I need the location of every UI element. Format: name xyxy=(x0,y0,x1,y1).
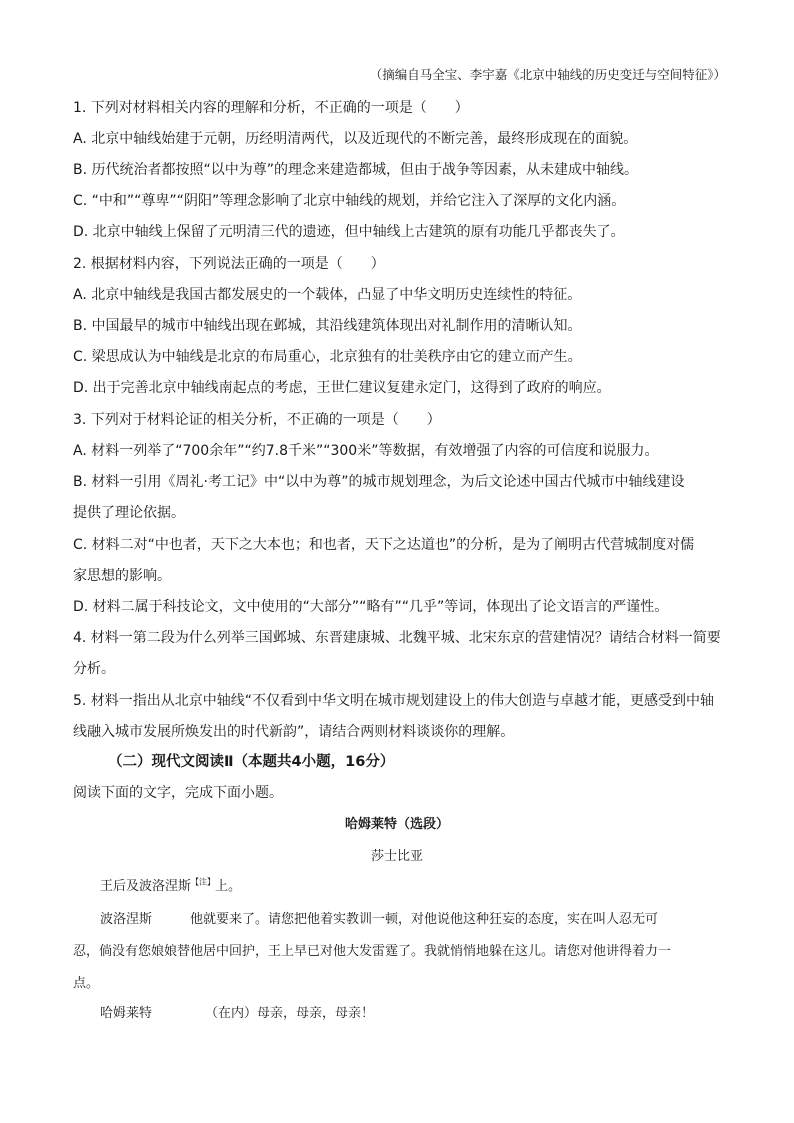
footnote-marker: 【注】 xyxy=(191,877,216,887)
question-3-option-d: D. 材料二属于科技论文，文中使用的“大部分”“略有”“几乎”等词，体现出了论文语言的严谨性。 xyxy=(73,599,669,615)
speaker-hamlet: 哈姆莱特 xyxy=(100,1006,153,1021)
speech-hamlet-line-1: （在内）母亲，母亲，母亲！ xyxy=(205,1006,375,1021)
speech-polonius-line-3: 点。 xyxy=(73,976,100,991)
speaker-polonius: 波洛涅斯 xyxy=(100,912,153,927)
section-heading: （二）现代文阅读Ⅱ（本题共4小题，16分） xyxy=(108,754,395,770)
question-1-stem: 1. 下列对材料相关内容的理解和分析，不正确的一项是（ ） xyxy=(73,100,469,116)
reading-instruction: 阅读下面的文字，完成下面小题。 xyxy=(73,785,283,801)
question-5-line-2: 线融入城市发展所焕发出的时代新韵”，请结合两则材料谈谈你的理解。 xyxy=(73,724,515,740)
question-3-option-a: A. 材料一列举了“700余年”“约7.8千米”“300米”等数据，有效增强了内容的可信度和说服力。 xyxy=(73,443,659,459)
question-1-option-c: C. “中和”“尊卑”“阴阳”等理念影响了北京中轴线的规划，并给它注入了深厚的文化内涵。 xyxy=(73,193,626,209)
speech-polonius-line-2: 忍，倘没有您娘娘替他居中回护，王上早已对他大发雷霆了。我就悄悄地躲在这儿。请您对他讲得着力一 xyxy=(73,944,672,959)
stage-direction-end: 上。 xyxy=(215,879,242,894)
question-2-option-b: B. 中国最早的城市中轴线出现在邺城，其沿线建筑体现出对礼制作用的清晰认知。 xyxy=(73,318,582,334)
question-3-option-c-cont: 家思想的影响。 xyxy=(73,568,171,584)
stage-direction-text: 王后及波洛涅斯 xyxy=(100,879,192,894)
question-2-stem: 2. 根据材料内容，下列说法正确的一项是（ ） xyxy=(73,256,385,272)
question-4-line-2: 分析。 xyxy=(73,661,115,677)
question-3-stem: 3. 下列对于材料论证的相关分析，不正确的一项是（ ） xyxy=(73,412,441,428)
question-3-option-c: C. 材料二对“中也者，天下之大本也；和也者，天下之达道也”的分析，是为了阐明古代营城制度对儒 xyxy=(73,537,695,553)
question-3-option-b: B. 材料一引用《周礼·考工记》中“以中为尊”的城市规划理念，为后文论述中国古代城市中轴线建设 xyxy=(73,474,685,490)
speech-polonius-line-1: 他就要来了。请您把他着实教训一顿，对他说他这种狂妄的态度，实在叫人忍无可 xyxy=(190,912,659,927)
question-4-line-1: 4. 材料一第二段为什么列举三国邺城、东晋建康城、北魏平城、北宋东京的营建情况？请结合材料一简要 xyxy=(73,630,721,646)
play-author: 莎士比亚 xyxy=(370,849,423,864)
question-3-option-b-cont: 提供了理论依据。 xyxy=(73,505,185,521)
question-1-option-a: A. 北京中轴线始建于元朝，历经明清两代，以及近现代的不断完善，最终形成现在的面貌。 xyxy=(73,131,638,147)
question-2-option-a: A. 北京中轴线是我国古都发展史的一个载体，凸显了中华文明历史连续性的特征。 xyxy=(73,287,582,303)
question-1-option-b: B. 历代统治者都按照“以中为尊”的理念来建造都城，但由于战争等因素，从未建成中轴线。 xyxy=(73,162,639,178)
stage-direction xyxy=(100,877,241,897)
question-2-option-d: D. 出于完善北京中轴线南起点的考虑，王世仁建议复建永定门，这得到了政府的响应。 xyxy=(73,380,611,396)
question-1-option-d: D. 北京中轴线上保留了元明清三代的遗迹，但中轴线上古建筑的原有功能几乎都丧失了。 xyxy=(73,224,625,240)
question-2-option-c: C. 梁思成认为中轴线是北京的布局重心，北京独有的壮美秩序由它的建立而产生。 xyxy=(73,349,582,365)
play-title: 哈姆莱特（选段） xyxy=(344,817,449,832)
source-citation: （摘编自马全宝、李宇嘉《北京中轴线的历史变迁与空间特征》） xyxy=(369,67,726,82)
question-5-line-1: 5. 材料一指出从北京中轴线“不仅看到中华文明在城市规划建设上的伟大创造与卓越才能，更感受到中轴 xyxy=(73,693,715,709)
